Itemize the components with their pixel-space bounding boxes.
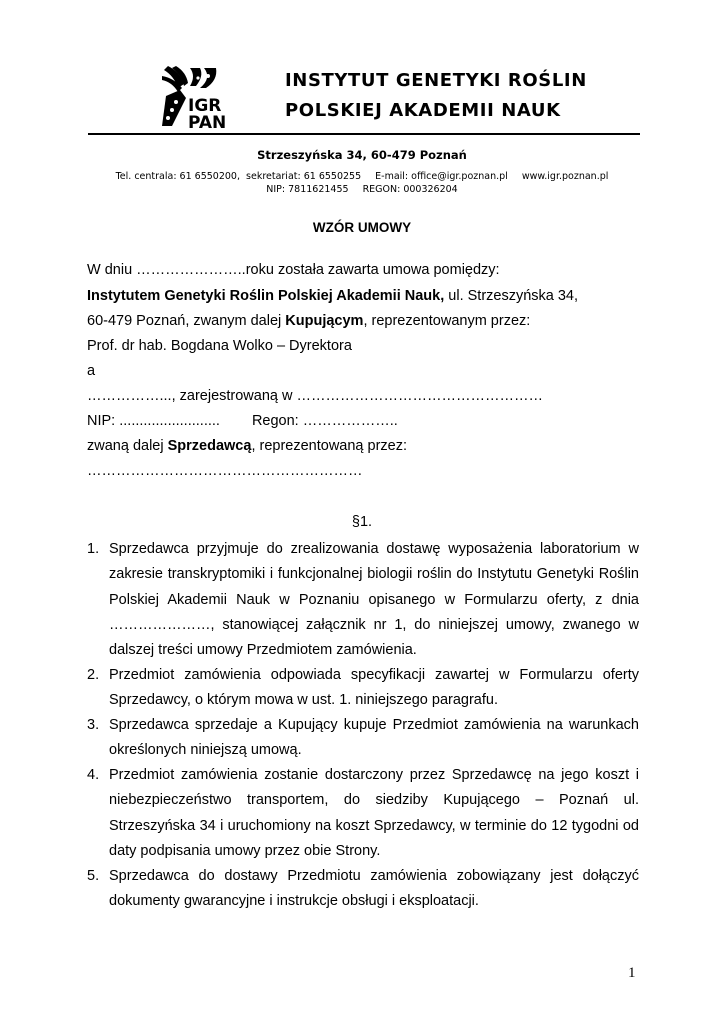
director-line: Prof. dr hab. Bogdana Wolko – Dyrektora xyxy=(87,338,352,354)
list-item-text: Sprzedawca do dostawy Przedmiotu zamówienia zobowiązany jest dołączyć dokumenty gwarancyjne i instrukcje obsługi i eksploatacji. xyxy=(109,868,639,910)
party2-ids-line xyxy=(87,413,398,429)
date-line: W dniu …………………..roku została zawarta umowa pomiędzy: xyxy=(87,262,500,278)
party1-role: Kupującym xyxy=(285,313,364,329)
party2-called: zwaną dalej xyxy=(87,438,168,454)
list-item xyxy=(87,713,639,764)
section-sign: §1. xyxy=(351,514,373,530)
party2-nip: NIP: ......................... xyxy=(87,413,220,429)
list-item-number: 1. xyxy=(87,541,100,557)
list-item-text: Przedmiot zamówienia odpowiada specyfikacji zawartej w Formularzu oferty Sprzedawcy, o którym mowa w ust. 1. niniejszego paragrafu. xyxy=(109,667,639,709)
page-number: 1 xyxy=(628,965,636,981)
list-item-text: Przedmiot zamówienia zostanie dostarczony przez Sprzedawcę na jego koszt i niebezpieczeństwo transportem, do siedziby Kupującego – Poznań ul. Strzeszyńska 34 i uruchomiony na koszt Sprzedawcy, w terminie do 12 tygodni od daty podpisania umowy przez obie Strony. xyxy=(109,767,639,859)
list-item xyxy=(87,763,639,864)
party1-city: 60-479 Poznań, zwanym dalej xyxy=(87,313,286,329)
contact-email: E-mail: office@igr.poznan.pl xyxy=(375,171,508,182)
list-item-number: 5. xyxy=(87,868,100,884)
list-item-number: 2. xyxy=(87,667,100,683)
list-item xyxy=(87,864,639,915)
party1-city-line xyxy=(87,313,530,329)
party2-rep: , reprezentowaną przez: xyxy=(251,438,407,454)
list-item-number: 3. xyxy=(87,717,100,733)
party2-rep-dots: ………………………………………………… xyxy=(87,463,363,479)
header-divider xyxy=(88,133,640,135)
and-line: a xyxy=(87,363,96,379)
institute-title-line1: INSTYTUT GENETYKI ROŚLIN xyxy=(285,70,587,91)
contact-phone: Tel. centrala: 61 6550200, sekretariat: 61 6550255 xyxy=(115,171,362,182)
institute-address: Strzeszyńska 34, 60-479 Poznań xyxy=(257,148,467,162)
list-item-text: Sprzedawca sprzedaje a Kupujący kupuje Przedmiot zamówienia na warunkach określonych niniejszą umową. xyxy=(109,717,639,759)
contact-website: www.igr.poznan.pl xyxy=(521,171,609,182)
party1-line xyxy=(87,288,578,304)
party2-registration-line: ……………..., zarejestrowaną w …………………………………………… xyxy=(87,388,543,404)
logo-text-pan: PAN xyxy=(188,113,226,130)
party2-regon: Regon: ……………….. xyxy=(251,413,398,429)
document-title: WZÓR UMOWY xyxy=(312,220,412,235)
party1-name: Instytutem Genetyki Roślin Polskiej Akademii Nauk, xyxy=(87,288,445,304)
list-item xyxy=(87,663,639,714)
party2-role: Sprzedawcą xyxy=(167,438,252,454)
list-item xyxy=(87,537,639,663)
igr-pan-logo xyxy=(160,66,226,130)
party1-rep: , reprezentowanym przez: xyxy=(363,313,531,329)
institute-title xyxy=(285,66,587,126)
logo-text-igr: IGR xyxy=(188,96,222,116)
party2-called-line xyxy=(87,438,407,454)
contact-nip: NIP: 7811621455 xyxy=(266,184,349,195)
contact-regon: REGON: 000326204 xyxy=(362,184,458,195)
party1-street: ul. Strzeszyńska 34, xyxy=(444,288,579,304)
list-item-number: 4. xyxy=(87,767,100,783)
contact-info xyxy=(0,170,724,196)
institute-title-line2: POLSKIEJ AKADEMII NAUK xyxy=(285,100,561,121)
list-item-text: Sprzedawca przyjmuje do zrealizowania dostawę wyposażenia laboratorium w zakresie transkryptomiki i funkcjonalnej biologii roślin do Instytutu Genetyki Roślin Polskiej Akademii Nauk w Poznaniu opisanego w Formularzu oferty, z dnia …………………, stanowiącej załącznik nr 1, do niniejszej umowy, zwanego w dalszej treści umowy Przedmiotem zamówienia. xyxy=(109,541,639,659)
